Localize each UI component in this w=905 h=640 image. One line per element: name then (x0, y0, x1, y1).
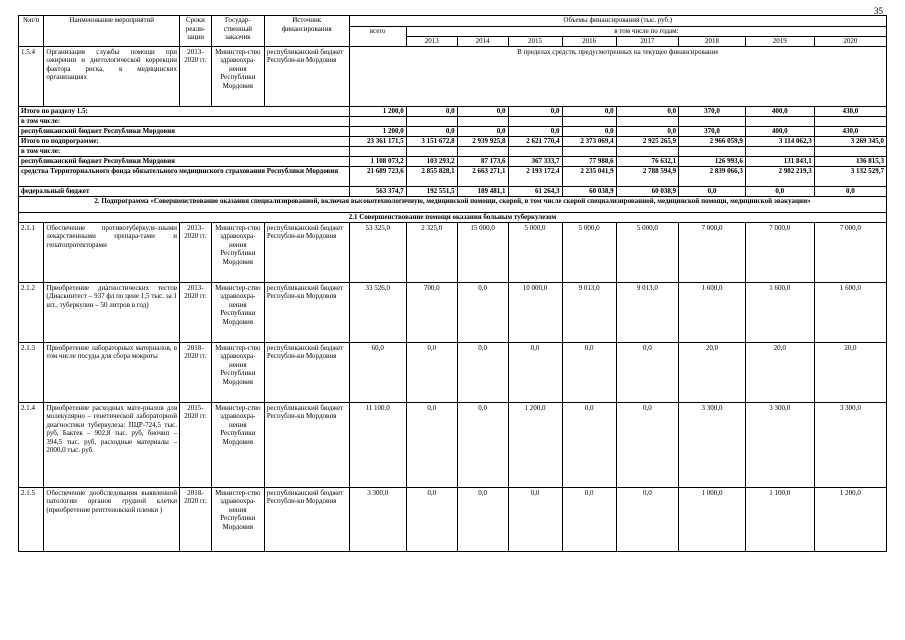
summary-value: 0,0 (616, 106, 679, 116)
summary-row (19, 116, 887, 126)
summary-value: 0,0 (406, 106, 457, 116)
row-source: республиканский бюджет Республи-ки Мордовия (264, 342, 349, 402)
summary-label: республиканский бюджет Республики Мордовия (19, 126, 350, 136)
summary-value: 189 481,1 (457, 186, 508, 196)
summary-row (19, 136, 887, 146)
row-num: 1.5.4 (19, 46, 44, 106)
summary-label: Итого по разделу 1.5: (19, 106, 350, 116)
summary-value: 0,0 (508, 126, 562, 136)
summary-value: 370,0 (679, 106, 746, 116)
row-value: 7 000,0 (745, 222, 814, 282)
row-value: 0,0 (406, 402, 457, 487)
summary-value: 2 621 770,4 (508, 136, 562, 146)
header-total: всего (349, 27, 406, 47)
row-value: 9 013,0 (562, 282, 616, 342)
summary-value: 0,0 (745, 186, 814, 196)
row-value: 1 600,0 (745, 282, 814, 342)
row-terms: 2013-2020 гг. (180, 282, 212, 342)
row-value: 1 600,0 (814, 282, 886, 342)
summary-value: 3 269 345,0 (814, 136, 886, 146)
header-year: 2019 (745, 37, 814, 47)
summary-value: 2 193 172,4 (508, 166, 562, 186)
row-value: 0,0 (562, 487, 616, 551)
header-name: Наименование мероприятий (44, 16, 180, 47)
summary-value: 131 843,1 (745, 156, 814, 166)
header-year: 2013 (406, 37, 457, 47)
summary-value: 136 815,3 (814, 156, 886, 166)
row-source: республиканский бюджет Республи-ки Мордовия (264, 222, 349, 282)
row-name: Приобретение расходных мате-риалов для молекулярно – генетической лабораторной диагностики туберкулеза: ПЦР-724,5 тыс. руб, Бактек – 902,8 тыс. руб, биочип – 394,5 тыс. руб, расходные материалы – 2000,0 тыс. руб. (44, 402, 180, 487)
row-num: 2.1.4 (19, 402, 44, 487)
subsection-title: 2.1 Совершенствование помощи оказания больным туберкулезом (19, 212, 887, 222)
row-value: 0,0 (406, 342, 457, 402)
row-value: 5 000,0 (616, 222, 679, 282)
summary-value: 370,0 (679, 126, 746, 136)
summary-value: 60 038,9 (616, 186, 679, 196)
row-value: 3 300,0 (679, 402, 746, 487)
row-value: 20,0 (814, 342, 886, 402)
header-year: 2018 (679, 37, 746, 47)
summary-label: в том числе: (19, 146, 350, 156)
summary-value: 0,0 (562, 106, 616, 116)
row-value: 0,0 (457, 342, 508, 402)
row-terms: 2018-2020 гг. (180, 487, 212, 551)
row-value: 2 325,0 (406, 222, 457, 282)
row-name: Обеспечение противотуберкуле-зными лекарственными препара-тами и гепатопротекторами (44, 222, 180, 282)
summary-label: республиканский бюджет Республики Мордовия (19, 156, 350, 166)
row-num: 2.1.2 (19, 282, 44, 342)
summary-value: 3 114 062,3 (745, 136, 814, 146)
summary-value: 192 551,5 (406, 186, 457, 196)
row-value: 0,0 (406, 487, 457, 551)
summary-value: 87 173,6 (457, 156, 508, 166)
row-name: Приобретение диагностических тестов (Диаскинтест – 937 фл по цене 1,5 тыс. за 1 шт., туберкулин – 50 литров в год) (44, 282, 180, 342)
summary-label: федеральный бюджет (19, 186, 350, 196)
row-value: 0,0 (616, 402, 679, 487)
row-total: 60,0 (349, 342, 406, 402)
row-num: 2.1.3 (19, 342, 44, 402)
row-total: 33 526,0 (349, 282, 406, 342)
header-by-years: в том числе по годам: (406, 27, 886, 37)
header-year: 2020 (814, 37, 886, 47)
summary-value: 0,0 (562, 126, 616, 136)
row-value: 1 600,0 (679, 282, 746, 342)
summary-value: 76 632,1 (616, 156, 679, 166)
summary-label: средства Территориального фонда обязательного медицинского страхования Республики Мордовия (19, 166, 350, 186)
header-year: 2014 (457, 37, 508, 47)
row-total: 3 300,0 (349, 487, 406, 551)
row-total: 11 100,0 (349, 402, 406, 487)
row-value: 3 300,0 (745, 402, 814, 487)
subprogram-title: 2. Подпрограмма «Совершенствование оказания специализированной, включая высокотехнологичную, медицинской помощи, скорой, в том числе скорой специализированной, медицинской помощи, медицинской эвакуации» (19, 196, 887, 212)
summary-total: 563 374,7 (349, 186, 406, 196)
row-value: 10 000,0 (508, 282, 562, 342)
table-row (19, 402, 887, 487)
summary-value: 2 788 594,9 (616, 166, 679, 186)
header-customer: Государ-ственный заказчик (211, 16, 264, 47)
table-row (19, 282, 887, 342)
funding-table (18, 15, 887, 552)
row-value: 700,0 (406, 282, 457, 342)
row-value: 1 000,0 (679, 487, 746, 551)
summary-value: 0,0 (457, 126, 508, 136)
summary-value: 0,0 (406, 126, 457, 136)
summary-row (19, 126, 887, 136)
row-terms: 2013-2020 гг. (180, 222, 212, 282)
row-value: 3 300,0 (814, 402, 886, 487)
summary-value: 400,0 (745, 126, 814, 136)
row-value: 0,0 (562, 402, 616, 487)
row-note: В пределах средств, предусмотренных на текущее финансирование (349, 46, 886, 106)
summary-value: 2 982 219,3 (745, 166, 814, 186)
header-terms: Сроки реали-зации (180, 16, 212, 47)
row-value: 0,0 (457, 402, 508, 487)
row-value: 5 000,0 (562, 222, 616, 282)
row-terms: 2018-2020 гг. (180, 342, 212, 402)
summary-total: 21 689 723,6 (349, 166, 406, 186)
summary-value: 0,0 (508, 106, 562, 116)
summary-value: 2 663 271,1 (457, 166, 508, 186)
row-num: 2.1.5 (19, 487, 44, 551)
summary-value: 2 839 066,3 (679, 166, 746, 186)
summary-value: 2 966 059,9 (679, 136, 746, 146)
row-source: республиканский бюджет Республи-ки Мордовия (264, 46, 349, 106)
summary-value: 61 264,3 (508, 186, 562, 196)
summary-value: 0,0 (616, 126, 679, 136)
summary-value: 3 132 529,7 (814, 166, 886, 186)
row-terms: 2013-2020 гг. (180, 46, 212, 106)
summary-value: 2 925 265,9 (616, 136, 679, 146)
row-value: 0,0 (508, 342, 562, 402)
row-value: 1 200,0 (508, 402, 562, 487)
row-value: 7 000,0 (814, 222, 886, 282)
row-customer: Министер-ство здравоохра-нения Республики Мордовия (211, 342, 264, 402)
row-value: 20,0 (745, 342, 814, 402)
summary-row (19, 156, 887, 166)
summary-value: 367 333,7 (508, 156, 562, 166)
row-value: 7 000,0 (679, 222, 746, 282)
summary-value: 0,0 (457, 106, 508, 116)
summary-value: 126 993,6 (679, 156, 746, 166)
header-year: 2016 (562, 37, 616, 47)
summary-total: 1 200,0 (349, 126, 406, 136)
header-year: 2017 (616, 37, 679, 47)
row-source: республиканский бюджет Республи-ки Мордовия (264, 402, 349, 487)
summary-value: 400,0 (745, 106, 814, 116)
row-value: 5 000,0 (508, 222, 562, 282)
row-value: 0,0 (457, 487, 508, 551)
row-total: 53 325,0 (349, 222, 406, 282)
row-value: 20,0 (679, 342, 746, 402)
page-number: 35 (874, 6, 883, 16)
summary-value: 2 373 069,4 (562, 136, 616, 146)
summary-value: 2 235 041,9 (562, 166, 616, 186)
row-source: республиканский бюджет Республи-ки Мордовия (264, 282, 349, 342)
summary-label: в том числе: (19, 116, 350, 126)
summary-total: 1 200,0 (349, 106, 406, 116)
row-source: республиканский бюджет Республи-ки Мордовия (264, 487, 349, 551)
row-value: 0,0 (616, 487, 679, 551)
summary-total: 23 361 171,5 (349, 136, 406, 146)
table-row (19, 222, 887, 282)
summary-value: 2 939 925,8 (457, 136, 508, 146)
row-name: Обеспечение дообследования выявленной патологии органов грудной клетки (приобретение рентгеновской пленки ) (44, 487, 180, 551)
row-name: Приобретение лабораторных материалов, в том числе посуды для сбора мокроты (44, 342, 180, 402)
header-source: Источник финансирования (264, 16, 349, 47)
header-funding: Объемы финансирования (тыс. руб.) (349, 16, 886, 27)
row-customer: Министер-ство здравоохра-нения Республики Мордовия (211, 487, 264, 551)
row-value: 0,0 (457, 282, 508, 342)
summary-value: 3 151 672,8 (406, 136, 457, 146)
summary-value: 77 988,6 (562, 156, 616, 166)
row-terms: 2015-2020 гг. (180, 402, 212, 487)
summary-total: 1 108 073,2 (349, 156, 406, 166)
summary-value: 2 855 828,1 (406, 166, 457, 186)
summary-row (19, 106, 887, 116)
summary-value: 60 038,9 (562, 186, 616, 196)
summary-value: 0,0 (679, 186, 746, 196)
header-year: 2015 (508, 37, 562, 47)
table-row (19, 46, 887, 106)
summary-value: 0,0 (814, 186, 886, 196)
row-value: 15 000,0 (457, 222, 508, 282)
summary-label: Итого по подпрограмме: (19, 136, 350, 146)
row-value: 0,0 (616, 342, 679, 402)
row-num: 2.1.1 (19, 222, 44, 282)
table-row (19, 487, 887, 551)
summary-value: 430,0 (814, 106, 886, 116)
summary-value: 103 293,2 (406, 156, 457, 166)
row-customer: Министер-ство здравоохра-нения Республики Мордовия (211, 222, 264, 282)
row-value: 1 100,0 (745, 487, 814, 551)
row-value: 1 200,0 (814, 487, 886, 551)
summary-row (19, 166, 887, 186)
row-value: 0,0 (562, 342, 616, 402)
summary-value: 430,0 (814, 126, 886, 136)
row-value: 9 013,0 (616, 282, 679, 342)
header-num: №п/п (19, 16, 44, 47)
row-value: 0,0 (508, 487, 562, 551)
summary-row (19, 146, 887, 156)
summary-row (19, 186, 887, 196)
row-customer: Министер-ство здравоохра-нения Республики Мордовия (211, 46, 264, 106)
row-customer: Министер-ство здравоохра-нения Республики Мордовия (211, 402, 264, 487)
row-name: Организация службы помощи при ожирении и диетологической коррекции фактора риска, в медицинских организациях (44, 46, 180, 106)
table-row (19, 342, 887, 402)
row-customer: Министер-ство здравоохра-нения Республики Мордовия (211, 282, 264, 342)
